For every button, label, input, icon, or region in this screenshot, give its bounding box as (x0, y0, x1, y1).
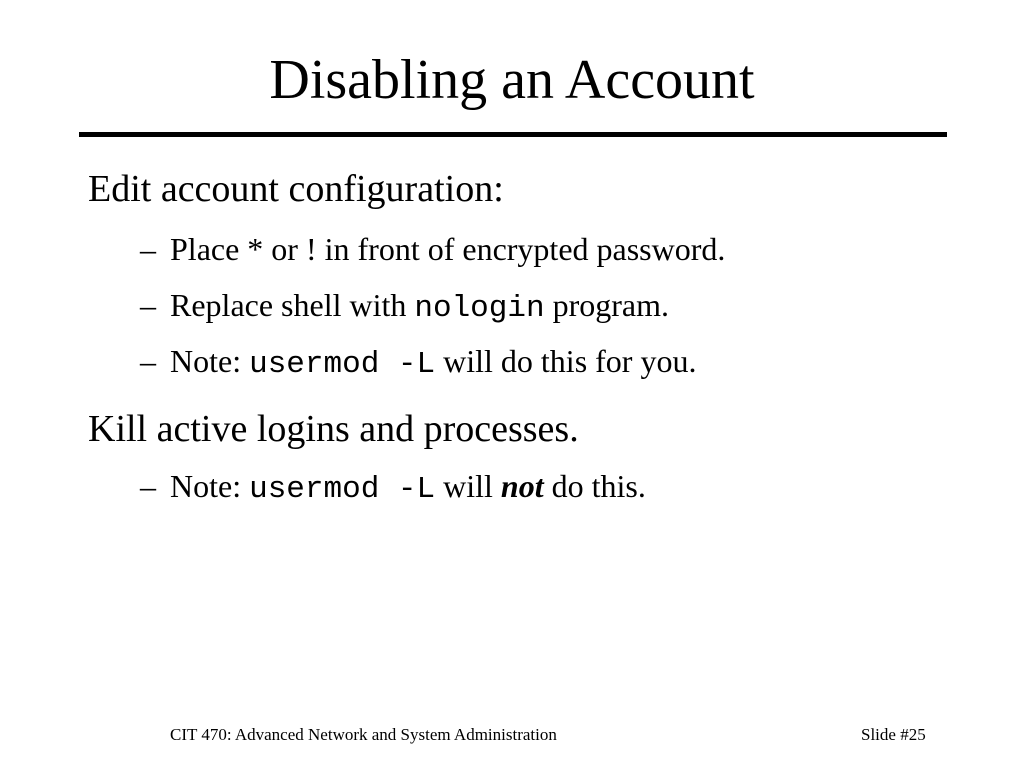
sub-bullet-usermod-note (140, 341, 696, 385)
bullet-edit-account-configuration: Edit account configuration: (88, 168, 504, 210)
emphasis-not: not (500, 468, 544, 504)
sub-bullet-text: Note: (170, 468, 250, 504)
sub-bullet-text: Place * or ! in front of encrypted password. (170, 231, 726, 267)
sub-bullet-text: Note: (170, 343, 250, 379)
dash-marker: – (140, 343, 156, 379)
bullet-kill-active-logins: Kill active logins and processes. (88, 408, 579, 450)
footer-course-title: CIT 470: Advanced Network and System Administration (170, 725, 557, 744)
sub-bullet-text: Replace shell with (170, 287, 415, 323)
slide-title: Disabling an Account (269, 49, 755, 111)
sub-bullet-usermod-not-note (140, 466, 646, 510)
code-usermod-l: usermod -L (249, 347, 436, 382)
title-underline (79, 132, 947, 137)
sub-bullet-text-end: will do this for you. (435, 343, 697, 379)
footer-slide-number: Slide #25 (861, 725, 926, 744)
sub-bullet-text-end: program. (544, 287, 670, 323)
dash-marker: – (140, 231, 156, 267)
code-usermod-l: usermod -L (249, 472, 436, 507)
dash-marker: – (140, 468, 156, 504)
sub-bullet-place-marker (140, 229, 725, 269)
sub-bullet-replace-shell (140, 285, 669, 329)
sub-bullet-text-end: do this. (543, 468, 646, 504)
code-nologin: nologin (414, 291, 545, 326)
sub-bullet-text-mid: will (435, 468, 501, 504)
dash-marker: – (140, 287, 156, 323)
